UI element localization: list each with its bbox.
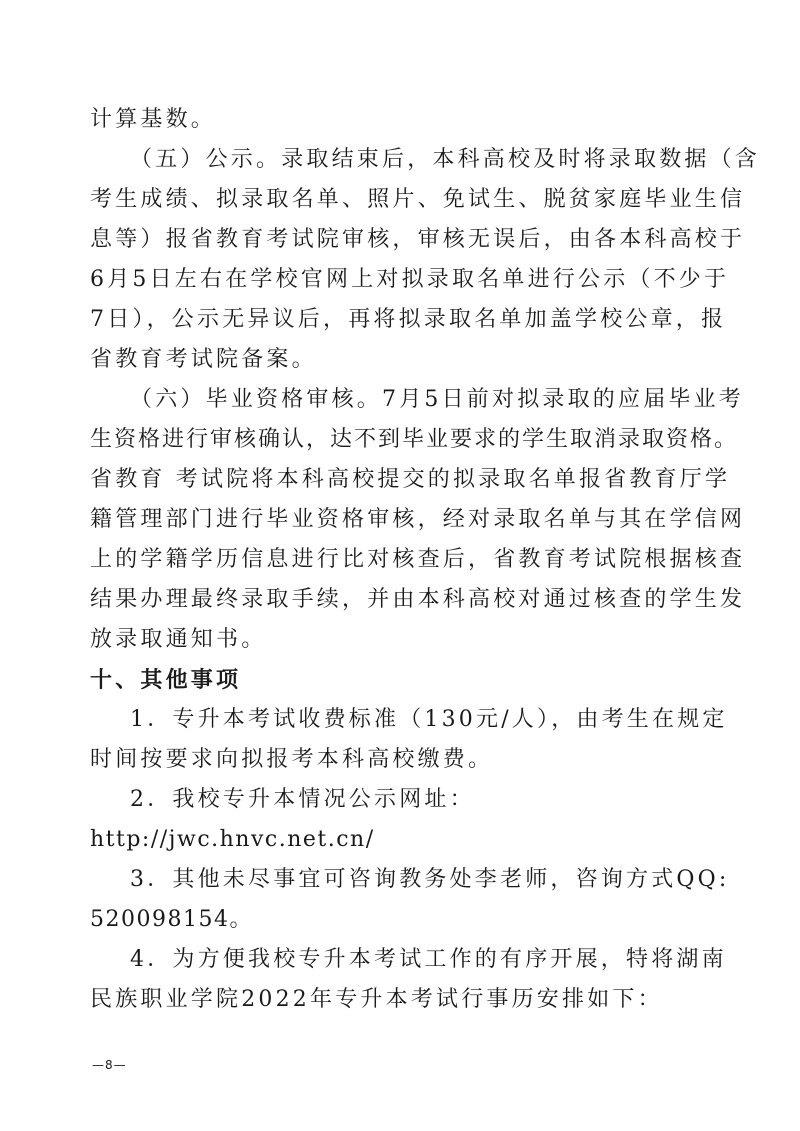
paragraph-line: 籍管理部门进行毕业资格审核，经对录取名单与其在学信网 (90, 507, 746, 532)
paragraph-line: （五）公示。录取结束后，本科高校及时将录取数据（含 (130, 147, 761, 172)
paragraph-line: 省教育考试院备案。 (90, 347, 317, 372)
paragraph-line: 3．其他未尽事宜可咨询教务处李老师，咨询方式QQ: (130, 867, 730, 892)
paragraph-line: 1．专升本考试收费标准（130元/人），由考生在规定 (130, 707, 728, 732)
paragraph-line: 7日），公示无异议后，再将拟录取名单加盖学校公章，报 (90, 307, 727, 332)
paragraph-line: 省教育 考试院将本科高校提交的拟录取名单报省教育厅学 (90, 467, 731, 492)
paragraph-line: 放录取通知书。 (90, 627, 267, 652)
paragraph-line: 考生成绩、拟录取名单、照片、免试生、脱贫家庭毕业生信 (90, 187, 746, 212)
website-url: http://jwc.hnvc.net.cn/ (90, 827, 375, 852)
paragraph-line: 6月5日左右在学校官网上对拟录取名单进行公示（不少于 (90, 267, 730, 292)
paragraph-line: （六）毕业资格审核。7月5日前对拟录取的应届毕业考 (130, 387, 744, 412)
qq-number: 520098154。 (90, 907, 253, 932)
paragraph-line: 2．我校专升本情况公示网址： (130, 787, 475, 812)
paragraph-line: 结果办理最终录取手续，并由本科高校对通过核查的学生发 (90, 587, 746, 612)
paragraph-line: 生资格进行审核确认，达不到毕业要求的学生取消录取资格。 (90, 427, 739, 452)
paragraph-line: 上的学籍学历信息进行比对核查后，省教育考试院根据核查 (90, 547, 746, 572)
paragraph-line: 4．为方便我校专升本考试工作的有序开展，特将湖南 (130, 947, 727, 972)
paragraph-line: 时间按要求向拟报考本科高校缴费。 (90, 747, 494, 772)
paragraph-line: 民族职业学院2022年专升本考试行事历安排如下： (90, 987, 663, 1012)
section-heading: 十、其他事项 (90, 667, 242, 693)
paragraph-line: 息等）报省教育考试院审核，审核无误后，由各本科高校于 (90, 227, 746, 252)
page-number: —8— (92, 1058, 127, 1072)
paragraph-line: 计算基数。 (90, 107, 217, 132)
